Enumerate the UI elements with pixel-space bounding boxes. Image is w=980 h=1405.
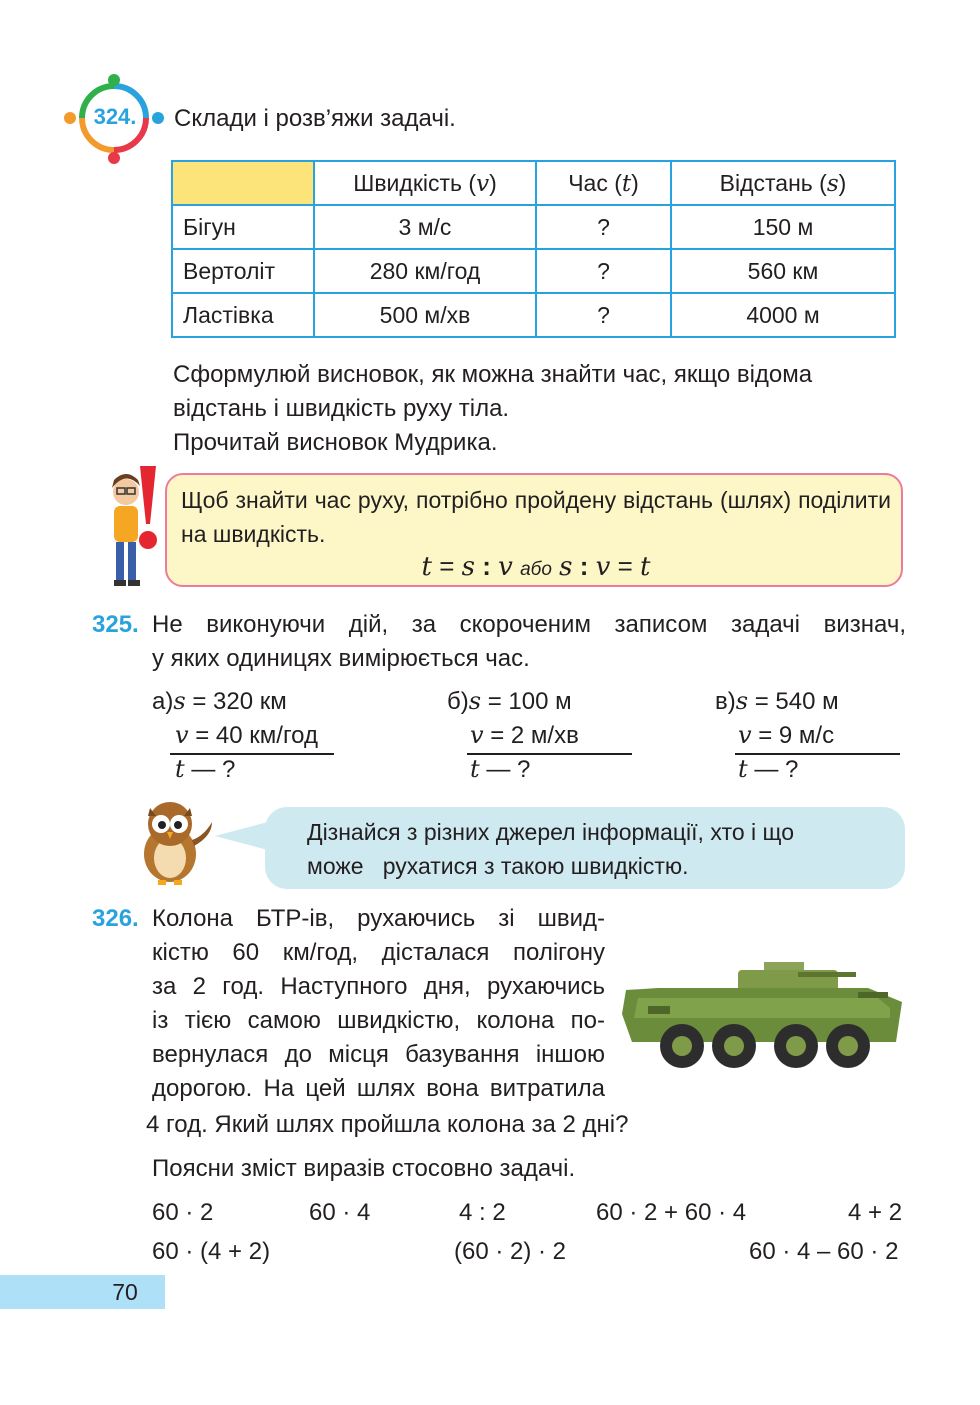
- task-text-block: [152, 902, 605, 1106]
- header-speed: Швидкість (v): [314, 161, 536, 205]
- table-corner-cell: [172, 161, 314, 205]
- mudryk-character-illustration: [104, 466, 164, 592]
- task-text-line: Колона БТР-ів, рухаючись зі швид-: [152, 905, 605, 932]
- short-note-a-v: v = 40 км/год: [175, 721, 318, 749]
- page-number-bar: [0, 1275, 165, 1309]
- owl-illustration: [132, 800, 216, 886]
- short-note-b-v: v = 2 м/хв: [470, 721, 579, 749]
- short-note-a-t: t — ?: [175, 755, 236, 783]
- task-number: 326.: [92, 905, 139, 932]
- expression: 60 · (4 + 2): [152, 1238, 271, 1265]
- row-distance: 4000 м: [671, 293, 895, 337]
- speech-bubble: [265, 807, 905, 889]
- task-text-line: із тією самою швидкістю, колона по-: [152, 1007, 605, 1034]
- expression: 4 : 2: [459, 1199, 506, 1226]
- row-time: ?: [536, 205, 671, 249]
- short-note-c-v: v = 9 м/с: [738, 721, 835, 749]
- table-header-row: [172, 161, 895, 205]
- row-distance: 150 м: [671, 205, 895, 249]
- task-text-line: вернулася до місця базування іншою: [152, 1041, 605, 1068]
- expression: 4 + 2: [848, 1199, 903, 1226]
- expression: 60 · 4: [309, 1199, 371, 1226]
- row-time: ?: [536, 293, 671, 337]
- task-number: 325.: [92, 611, 139, 638]
- short-note-c-t: t — ?: [738, 755, 799, 783]
- header-time: Час (t): [536, 161, 671, 205]
- expression: 60 · 4 – 60 · 2: [749, 1238, 899, 1265]
- task-text-line-2: у яких одиницях вимірюється час.: [152, 645, 530, 672]
- rule-formula: t = s : v або s : v = t: [421, 551, 651, 582]
- task-text-line: кістю 60 км/год, дісталася полігону: [152, 939, 605, 966]
- table-row: [172, 249, 895, 293]
- table-row: [172, 205, 895, 249]
- task-text-line: дорогою. На цей шлях вона витратила: [152, 1075, 605, 1102]
- task-text-last-line: 4 год. Який шлях пройшла колона за 2 дні?: [146, 1111, 629, 1138]
- task-instruction: Склади і розв’яжи задачі.: [174, 105, 456, 132]
- task-number-badge: [62, 72, 166, 164]
- short-note-a-s: а)s = 320 км: [152, 687, 287, 715]
- row-name: Вертоліт: [172, 249, 314, 293]
- row-speed: 500 м/хв: [314, 293, 536, 337]
- data-table: [171, 160, 896, 338]
- row-name: Ластівка: [172, 293, 314, 337]
- task-text-line-1: Не виконуючи дій, за скороченим записом задачі визнач,: [152, 611, 906, 638]
- expression: (60 · 2) · 2: [454, 1238, 567, 1265]
- header-distance: Відстань (s): [671, 161, 895, 205]
- row-distance: 560 км: [671, 249, 895, 293]
- task-text-line: за 2 год. Наступного дня, рухаючись: [152, 973, 605, 1000]
- rule-box: [165, 473, 903, 587]
- short-note-b-s: б)s = 100 м: [447, 687, 572, 715]
- short-note-b-t: t — ?: [470, 755, 531, 783]
- exclamation-icon: [140, 466, 156, 524]
- conclusion-line-2: відстань і швидкість руху тіла.: [173, 395, 510, 422]
- rule-text: Щоб знайти час руху, потрібно пройдену відстань (шлях) поділити на швидкість.: [181, 487, 891, 547]
- conclusion-line-1: Сформулюй висновок, як можна знайти час, якщо відома: [173, 361, 813, 388]
- conclusion-line-3: Прочитай висновок Мудрика.: [173, 429, 498, 456]
- row-speed: 3 м/с: [314, 205, 536, 249]
- speech-bubble-text: Дізнайся з різних джерел інформації, хто і що може рухатися з такою швидкістю.: [307, 819, 794, 879]
- row-time: ?: [536, 249, 671, 293]
- armored-vehicle-illustration: [618, 958, 908, 1076]
- row-name: Бігун: [172, 205, 314, 249]
- task-number: 324.: [93, 104, 137, 129]
- table-row: [172, 293, 895, 337]
- row-speed: 280 км/год: [314, 249, 536, 293]
- expression: 60 · 2: [152, 1199, 214, 1226]
- short-note-c-s: в)s = 540 м: [715, 687, 839, 715]
- explain-instruction: Поясни зміст виразів стосовно задачі.: [152, 1155, 576, 1182]
- expression: 60 · 2 + 60 · 4: [596, 1199, 747, 1226]
- page-number: 70: [112, 1279, 138, 1305]
